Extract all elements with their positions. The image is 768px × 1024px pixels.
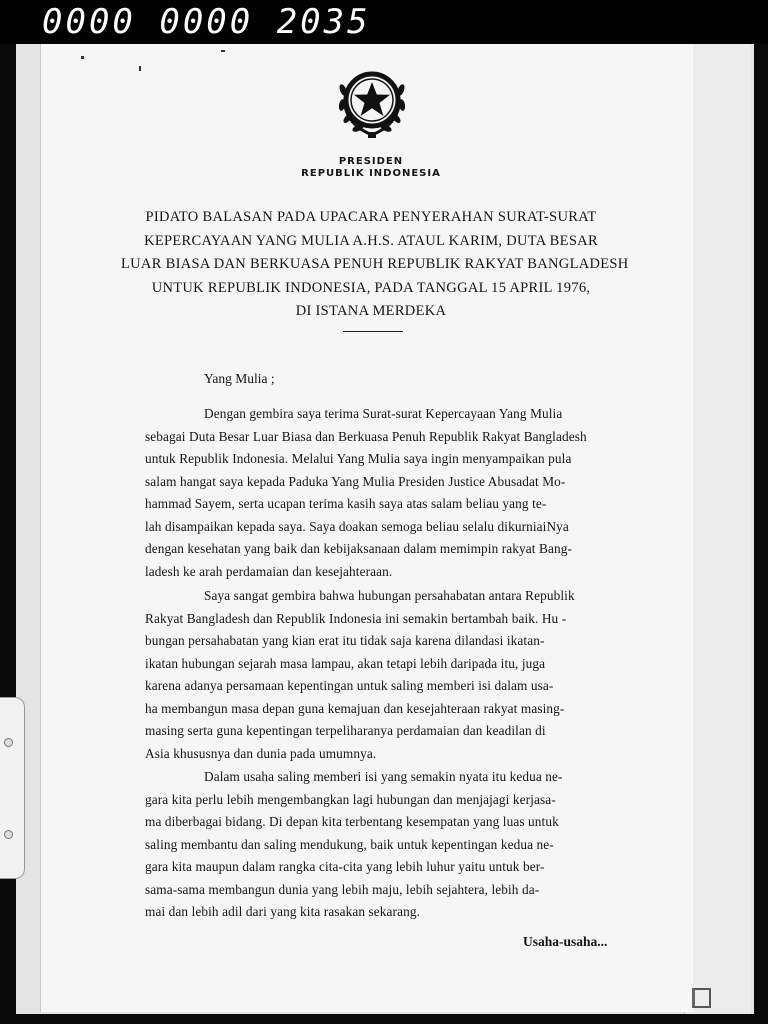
binder-hole-icon	[4, 830, 13, 839]
letterhead-office	[271, 156, 471, 180]
body-line: saling membantu dan saling mendukung, baik untuk kepentingan kedua ne-	[145, 836, 554, 852]
body-line: masing serta guna kepentingan terpeliharanya perdamaian dan keadilan di	[145, 723, 546, 738]
body-line: Asia khususnya dan dunia pada umumnya.	[145, 745, 377, 761]
salutation: Yang Mulia ;	[204, 371, 275, 386]
underlying-page-edge	[684, 44, 751, 1014]
body-line: gara kita perlu lebih mengembangkan lagi hubungan dan menjajagi kerjasa-	[145, 791, 556, 807]
film-strip-header	[0, 0, 768, 44]
title-divider	[343, 331, 403, 332]
body-line: Saya sangat gembira bahwa hubungan persahabatan antara Republik	[204, 588, 575, 603]
document-page	[40, 44, 693, 1012]
title-line: KEPERCAYAAN YANG MULIA A.H.S. ATAUL KARIM, DUTA BESAR	[144, 232, 598, 249]
title-line: UNTUK REPUBLIK INDONESIA, PADA TANGGAL 15 APRIL 1976,	[151, 279, 591, 296]
speech-title	[121, 206, 629, 324]
body-line: Dalam usaha saling memberi isi yang semakin nyata itu kedua ne-	[204, 769, 563, 784]
body-line: lah disampaikan kepada saya. Saya doakan semoga beliau selalu dikurniaiNya	[145, 518, 569, 534]
film-frame-code: 0000 0000 2035	[42, 2, 371, 42]
title-line: LUAR BIASA DAN BERKUASA PENUH REPUBLIK RAKYAT BANGLADESH	[121, 256, 629, 272]
binder-tab	[0, 697, 25, 879]
body-line: gara kita maupun dalam rangka cita-cita yang lebih luhur yaitu untuk ber-	[145, 859, 545, 874]
body-line: dengan kesehatan yang baik dan kebijaksanaan dalam memimpin rakyat Bang-	[145, 541, 573, 556]
body-line: bungan persahabatan yang kian erat itu tidak saja karena dilandasi ikatan-	[145, 633, 545, 648]
body-line: hammad Sayem, serta ucapan terima kasih saya atas salam beliau yang te-	[145, 496, 547, 511]
body-line: karena adanya persamaan kepentingan untuk saling memberi isi dalam usa-	[145, 678, 554, 693]
garuda-emblem-icon	[330, 60, 414, 144]
body-line: ladesh ke arah perdamaian dan kesejahteraan.	[145, 563, 393, 579]
paragraph-2	[145, 585, 665, 765]
body-line: ma diberbagai bidang. Di depan kita terbentang kesempatan yang luas untuk	[145, 814, 559, 829]
office-line-republik: REPUBLIK INDONESIA	[301, 168, 441, 179]
office-line-presiden: PRESIDEN	[338, 156, 404, 167]
continuation-catchword: Usaha-usaha...	[523, 934, 608, 949]
body-line: mai dan lebih adil dari yang kita rasakan sekarang.	[145, 904, 420, 919]
body-line: ha membangun masa depan guna kemajuan dan kesejahteraan rakyat masing-	[145, 700, 565, 716]
body-line: sebagai Duta Besar Luar Biasa dan Berkuasa Penuh Republik Rakyat Bangladesh	[145, 428, 587, 444]
body-line: ikatan hubungan sejarah masa lampau, akan tetapi lebih daripada itu, juga	[145, 655, 546, 671]
paragraph-3	[145, 766, 665, 924]
binder-hole-icon	[4, 738, 13, 747]
title-line: DI ISTANA MERDEKA	[295, 303, 447, 319]
body-line: untuk Republik Indonesia. Melalui Yang Mulia saya ingin menyampaikan pula	[145, 451, 572, 466]
title-line: PIDATO BALASAN PADA UPACARA PENYERAHAN SURAT-SURAT	[145, 209, 597, 225]
body-line: salam hangat saya kepada Paduka Yang Mulia Presiden Justice Abusadat Mo-	[145, 473, 566, 489]
body-line: Rakyat Bangladesh dan Republik Indonesia ini semakin bertambah baik. Hu -	[145, 610, 567, 626]
body-line: sama-sama membangun dunia yang lebih maju, lebih sejahtera, lebih da-	[145, 881, 540, 897]
page-corner-mark-icon	[692, 988, 711, 1008]
paragraph-1	[145, 403, 665, 583]
body-line: Dengan gembira saya terima Surat-surat Kepercayaan Yang Mulia	[204, 406, 563, 421]
